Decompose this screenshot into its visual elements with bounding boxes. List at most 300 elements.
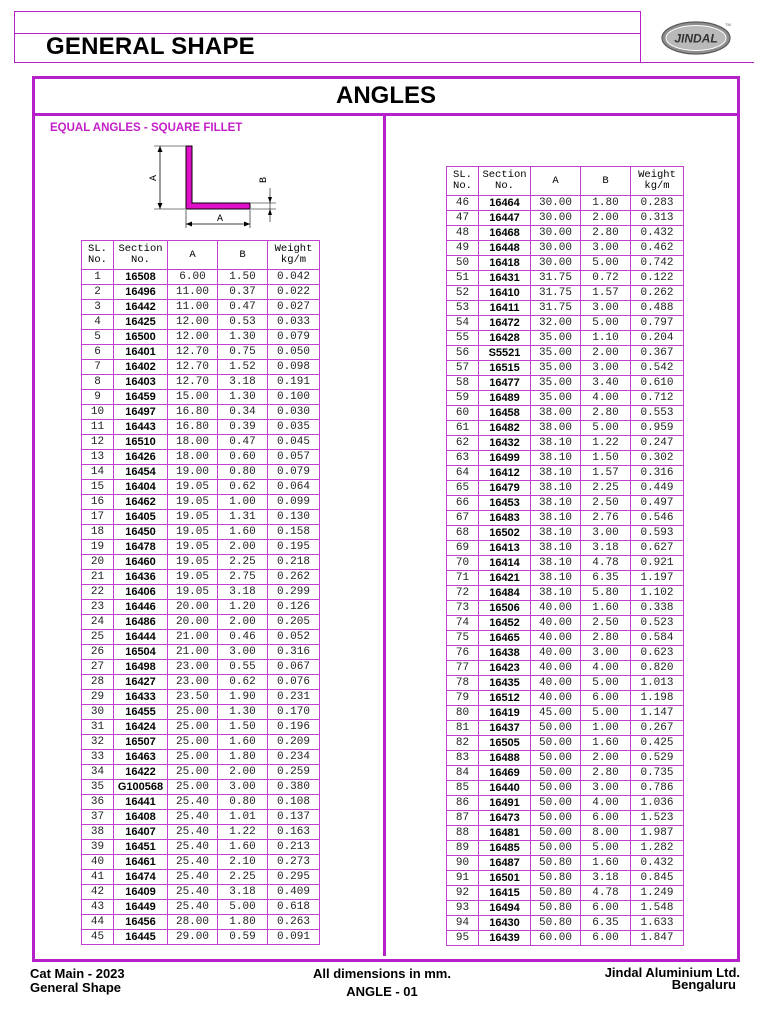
table-row [447,721,684,736]
cell-weight: 0.409 [268,885,320,900]
cell-a: 25.00 [168,720,218,735]
cell-a: 50.00 [531,721,581,736]
cell-sl: 59 [447,391,479,406]
cell-section: 16487 [479,856,531,871]
cell-a: 38.00 [531,406,581,421]
cell-section: 16506 [479,601,531,616]
cell-weight: 0.099 [268,495,320,510]
cell-weight: 0.126 [268,600,320,615]
cell-a: 50.00 [531,796,581,811]
cell-a: 50.00 [531,751,581,766]
cell-weight: 1.847 [631,931,684,946]
header-weight: Weight kg/m [631,167,684,196]
cell-a: 35.00 [531,376,581,391]
table-row [82,420,320,435]
cell-section: 16469 [479,766,531,781]
cell-section: 16473 [479,811,531,826]
cell-section: 16403 [114,375,168,390]
cell-b: 2.00 [218,765,268,780]
cell-weight: 1.523 [631,811,684,826]
cell-section: 16407 [114,825,168,840]
cell-b: 3.18 [218,375,268,390]
table-row [447,736,684,751]
cell-weight: 0.959 [631,421,684,436]
cell-a: 25.40 [168,870,218,885]
table-row [447,601,684,616]
cell-a: 50.80 [531,871,581,886]
cell-weight: 0.425 [631,736,684,751]
cell-a: 19.05 [168,570,218,585]
cell-b: 0.62 [218,675,268,690]
table-row [447,526,684,541]
cell-section: 16462 [114,495,168,510]
cell-b: 0.55 [218,660,268,675]
table-row [447,361,684,376]
table-row [447,211,684,226]
table-row [82,720,320,735]
table-row [447,256,684,271]
table-row [447,781,684,796]
table-row [82,540,320,555]
cell-b: 1.00 [218,495,268,510]
cell-section: 16459 [114,390,168,405]
cell-a: 38.10 [531,511,581,526]
dimension-a-vertical-label: A [149,174,160,182]
cell-section: 16455 [114,705,168,720]
cell-weight: 0.079 [268,465,320,480]
cell-b: 1.60 [581,856,631,871]
cell-a: 19.05 [168,480,218,495]
cell-section: 16453 [479,496,531,511]
table-row [447,421,684,436]
cell-weight: 0.027 [268,300,320,315]
cell-weight: 1.548 [631,901,684,916]
cell-a: 50.00 [531,766,581,781]
cell-a: 45.00 [531,706,581,721]
header-a: A [531,167,581,196]
cell-weight: 0.273 [268,855,320,870]
table-row [447,616,684,631]
cell-weight: 0.247 [631,436,684,451]
table-row [447,301,684,316]
cell-a: 30.00 [531,256,581,271]
cell-section: 16481 [479,826,531,841]
cell-b: 2.00 [581,211,631,226]
cell-weight: 0.100 [268,390,320,405]
cell-b: 2.50 [581,496,631,511]
cell-a: 50.00 [531,826,581,841]
cell-sl: 79 [447,691,479,706]
cell-b: 1.30 [218,705,268,720]
cell-section: 16402 [114,360,168,375]
cell-b: 1.50 [218,270,268,285]
cell-section: 16488 [479,751,531,766]
logo-tm: TM [725,22,731,27]
cell-b: 2.76 [581,511,631,526]
cell-b: 0.47 [218,435,268,450]
table-row [82,780,320,795]
table-row [82,705,320,720]
cell-sl: 39 [82,840,114,855]
header-section: Section No. [479,167,531,196]
cell-sl: 13 [82,450,114,465]
cell-sl: 61 [447,421,479,436]
cell-weight: 0.553 [631,406,684,421]
cell-weight: 0.338 [631,601,684,616]
cell-weight: 0.316 [268,645,320,660]
cell-weight: 1.036 [631,796,684,811]
footer-location: Bengaluru [671,977,736,992]
cell-a: 23.00 [168,675,218,690]
cell-a: 12.00 [168,315,218,330]
cell-b: 2.25 [218,870,268,885]
cell-b: 1.30 [218,390,268,405]
table-row [447,886,684,901]
cell-b: 6.35 [581,571,631,586]
cell-b: 1.60 [581,736,631,751]
cell-a: 35.00 [531,346,581,361]
cell-section: 16410 [479,286,531,301]
cell-a: 21.00 [168,630,218,645]
table-row [82,330,320,345]
cell-b: 1.00 [581,721,631,736]
table-row [82,900,320,915]
cell-section: 16428 [479,331,531,346]
cell-sl: 35 [82,780,114,795]
dimension-a-horizontal-label: A [216,214,224,225]
cell-b: 2.00 [581,751,631,766]
cell-b: 4.00 [581,391,631,406]
cell-sl: 88 [447,826,479,841]
cell-weight: 1.282 [631,841,684,856]
cell-b: 0.34 [218,405,268,420]
cell-section: 16478 [114,540,168,555]
cell-b: 3.40 [581,376,631,391]
cell-section: 16406 [114,585,168,600]
header-weight: Weight kg/m [268,241,320,270]
cell-sl: 46 [447,196,479,211]
table-row [82,735,320,750]
cell-sl: 93 [447,901,479,916]
title-separator [35,113,737,116]
cell-section: 16508 [114,270,168,285]
cell-section: 16411 [479,301,531,316]
cell-weight: 0.042 [268,270,320,285]
cell-section: 16491 [479,796,531,811]
cell-b: 2.00 [581,346,631,361]
cell-b: 2.80 [581,406,631,421]
cell-weight: 0.196 [268,720,320,735]
cell-weight: 0.259 [268,765,320,780]
cell-weight: 0.283 [631,196,684,211]
cell-b: 0.80 [218,795,268,810]
cell-section: 16415 [479,886,531,901]
cell-section: S5521 [479,346,531,361]
cell-sl: 16 [82,495,114,510]
cell-weight: 0.108 [268,795,320,810]
cell-weight: 0.380 [268,780,320,795]
header-a: A [168,241,218,270]
cell-b: 1.60 [218,735,268,750]
cell-sl: 56 [447,346,479,361]
cell-a: 20.00 [168,600,218,615]
table-row [447,481,684,496]
cell-b: 3.00 [218,780,268,795]
cell-weight: 0.542 [631,361,684,376]
cell-section: 16424 [114,720,168,735]
cell-sl: 55 [447,331,479,346]
cell-a: 35.00 [531,391,581,406]
cell-section: 16505 [479,736,531,751]
cell-sl: 62 [447,436,479,451]
table-row [447,691,684,706]
table-row [447,316,684,331]
table-row [447,766,684,781]
cell-sl: 86 [447,796,479,811]
cell-weight: 0.488 [631,301,684,316]
angles-table-left [81,240,320,945]
cell-weight: 0.213 [268,840,320,855]
cell-section: 16498 [114,660,168,675]
cell-section: G100568 [114,780,168,795]
cell-section: 16443 [114,420,168,435]
cell-b: 3.00 [581,781,631,796]
table-row [82,450,320,465]
cell-section: 16421 [479,571,531,586]
table-row [447,496,684,511]
cell-sl: 27 [82,660,114,675]
cell-a: 30.00 [531,241,581,256]
cell-weight: 0.191 [268,375,320,390]
cell-a: 40.00 [531,631,581,646]
cell-section: 16502 [479,526,531,541]
table-row [447,346,684,361]
cell-section: 16431 [479,271,531,286]
table-row [82,870,320,885]
cell-a: 50.00 [531,811,581,826]
cell-sl: 78 [447,676,479,691]
angle-profile-diagram [140,140,280,230]
cell-sl: 45 [82,930,114,945]
cell-b: 1.80 [581,196,631,211]
cell-section: 16483 [479,511,531,526]
cell-sl: 31 [82,720,114,735]
table-row [447,511,684,526]
table-row [447,226,684,241]
cell-section: 16507 [114,735,168,750]
cell-weight: 0.627 [631,541,684,556]
cell-b: 2.25 [581,481,631,496]
cell-a: 25.40 [168,840,218,855]
cell-sl: 84 [447,766,479,781]
cell-b: 1.80 [218,750,268,765]
table-row [447,541,684,556]
cell-section: 16444 [114,630,168,645]
cell-weight: 0.546 [631,511,684,526]
cell-a: 25.40 [168,810,218,825]
cell-section: 16414 [479,556,531,571]
table-row [82,810,320,825]
cell-section: 16412 [479,466,531,481]
cell-a: 30.00 [531,211,581,226]
cell-sl: 92 [447,886,479,901]
section-label: EQUAL ANGLES - SQUARE FILLET [50,122,243,134]
cell-section: 16477 [479,376,531,391]
cell-a: 35.00 [531,331,581,346]
cell-section: 16430 [479,916,531,931]
cell-weight: 0.316 [631,466,684,481]
cell-sl: 72 [447,586,479,601]
cell-b: 5.00 [218,900,268,915]
cell-section: 16435 [479,676,531,691]
cell-a: 40.00 [531,661,581,676]
cell-sl: 80 [447,706,479,721]
cell-section: 16482 [479,421,531,436]
cell-section: 16454 [114,465,168,480]
cell-a: 50.00 [531,736,581,751]
cell-b: 4.78 [581,886,631,901]
cell-weight: 0.610 [631,376,684,391]
table-header-row [447,167,684,196]
cell-section: 16401 [114,345,168,360]
cell-b: 4.78 [581,556,631,571]
cell-a: 40.00 [531,601,581,616]
cell-section: 16422 [114,765,168,780]
cell-sl: 67 [447,511,479,526]
cell-section: 16447 [479,211,531,226]
cell-b: 3.00 [581,301,631,316]
table-row [447,901,684,916]
cell-section: 16496 [114,285,168,300]
cell-section: 16427 [114,675,168,690]
cell-sl: 70 [447,556,479,571]
table-row [82,765,320,780]
cell-weight: 0.367 [631,346,684,361]
cell-a: 38.10 [531,586,581,601]
cell-weight: 1.013 [631,676,684,691]
cell-b: 3.00 [581,646,631,661]
cell-sl: 48 [447,226,479,241]
table-row [447,586,684,601]
cell-section: 16474 [114,870,168,885]
cell-sl: 12 [82,435,114,450]
cell-sl: 54 [447,316,479,331]
cell-weight: 0.523 [631,616,684,631]
cell-weight: 0.497 [631,496,684,511]
dimension-b-label: B [259,176,270,184]
cell-b: 0.46 [218,630,268,645]
table-row [447,706,684,721]
cell-sl: 60 [447,406,479,421]
cell-a: 40.00 [531,691,581,706]
cell-section: 16450 [114,525,168,540]
cell-a: 31.75 [531,301,581,316]
table-row [447,286,684,301]
cell-a: 38.10 [531,436,581,451]
cell-section: 16426 [114,450,168,465]
cell-a: 20.00 [168,615,218,630]
cell-section: 16460 [114,555,168,570]
table-row [82,645,320,660]
cell-b: 3.00 [581,241,631,256]
cell-sl: 14 [82,465,114,480]
cell-sl: 25 [82,630,114,645]
cell-b: 5.00 [581,841,631,856]
cell-weight: 0.742 [631,256,684,271]
cell-weight: 0.462 [631,241,684,256]
table-row [82,345,320,360]
cell-b: 1.50 [581,451,631,466]
cell-section: 16432 [479,436,531,451]
cell-weight: 1.147 [631,706,684,721]
cell-sl: 58 [447,376,479,391]
cell-weight: 0.098 [268,360,320,375]
cell-b: 4.00 [581,796,631,811]
cell-section: 16418 [479,256,531,271]
table-row [82,405,320,420]
cell-weight: 0.067 [268,660,320,675]
cell-a: 50.80 [531,886,581,901]
cell-b: 2.80 [581,631,631,646]
table-row [447,331,684,346]
cell-section: 16423 [479,661,531,676]
cell-weight: 0.267 [631,721,684,736]
cell-b: 1.10 [581,331,631,346]
table-row [82,840,320,855]
cell-weight: 0.163 [268,825,320,840]
cell-weight: 0.030 [268,405,320,420]
cell-section: 16485 [479,841,531,856]
cell-sl: 34 [82,765,114,780]
cell-sl: 10 [82,405,114,420]
cell-section: 16494 [479,901,531,916]
cell-a: 19.05 [168,495,218,510]
cell-weight: 0.035 [268,420,320,435]
cell-a: 60.00 [531,931,581,946]
cell-sl: 15 [82,480,114,495]
cell-sl: 38 [82,825,114,840]
header-bottom-rule [14,62,754,63]
cell-b: 3.18 [218,585,268,600]
cell-a: 25.40 [168,855,218,870]
cell-sl: 69 [447,541,479,556]
table-row [82,615,320,630]
cell-sl: 30 [82,705,114,720]
table-row [82,690,320,705]
table-row [82,915,320,930]
cell-weight: 0.845 [631,871,684,886]
table-row [447,271,684,286]
cell-sl: 63 [447,451,479,466]
cell-sl: 82 [447,736,479,751]
cell-weight: 0.091 [268,930,320,945]
cell-sl: 24 [82,615,114,630]
cell-b: 2.00 [218,540,268,555]
cell-a: 38.10 [531,481,581,496]
cell-sl: 65 [447,481,479,496]
column-separator [383,116,386,956]
cell-a: 35.00 [531,361,581,376]
table-row [447,406,684,421]
cell-weight: 0.449 [631,481,684,496]
cell-section: 16404 [114,480,168,495]
table-row [82,270,320,285]
cell-section: 16433 [114,690,168,705]
cell-sl: 51 [447,271,479,286]
table-row [82,555,320,570]
cell-weight: 0.302 [631,451,684,466]
logo-text: JINDAL [674,31,718,46]
